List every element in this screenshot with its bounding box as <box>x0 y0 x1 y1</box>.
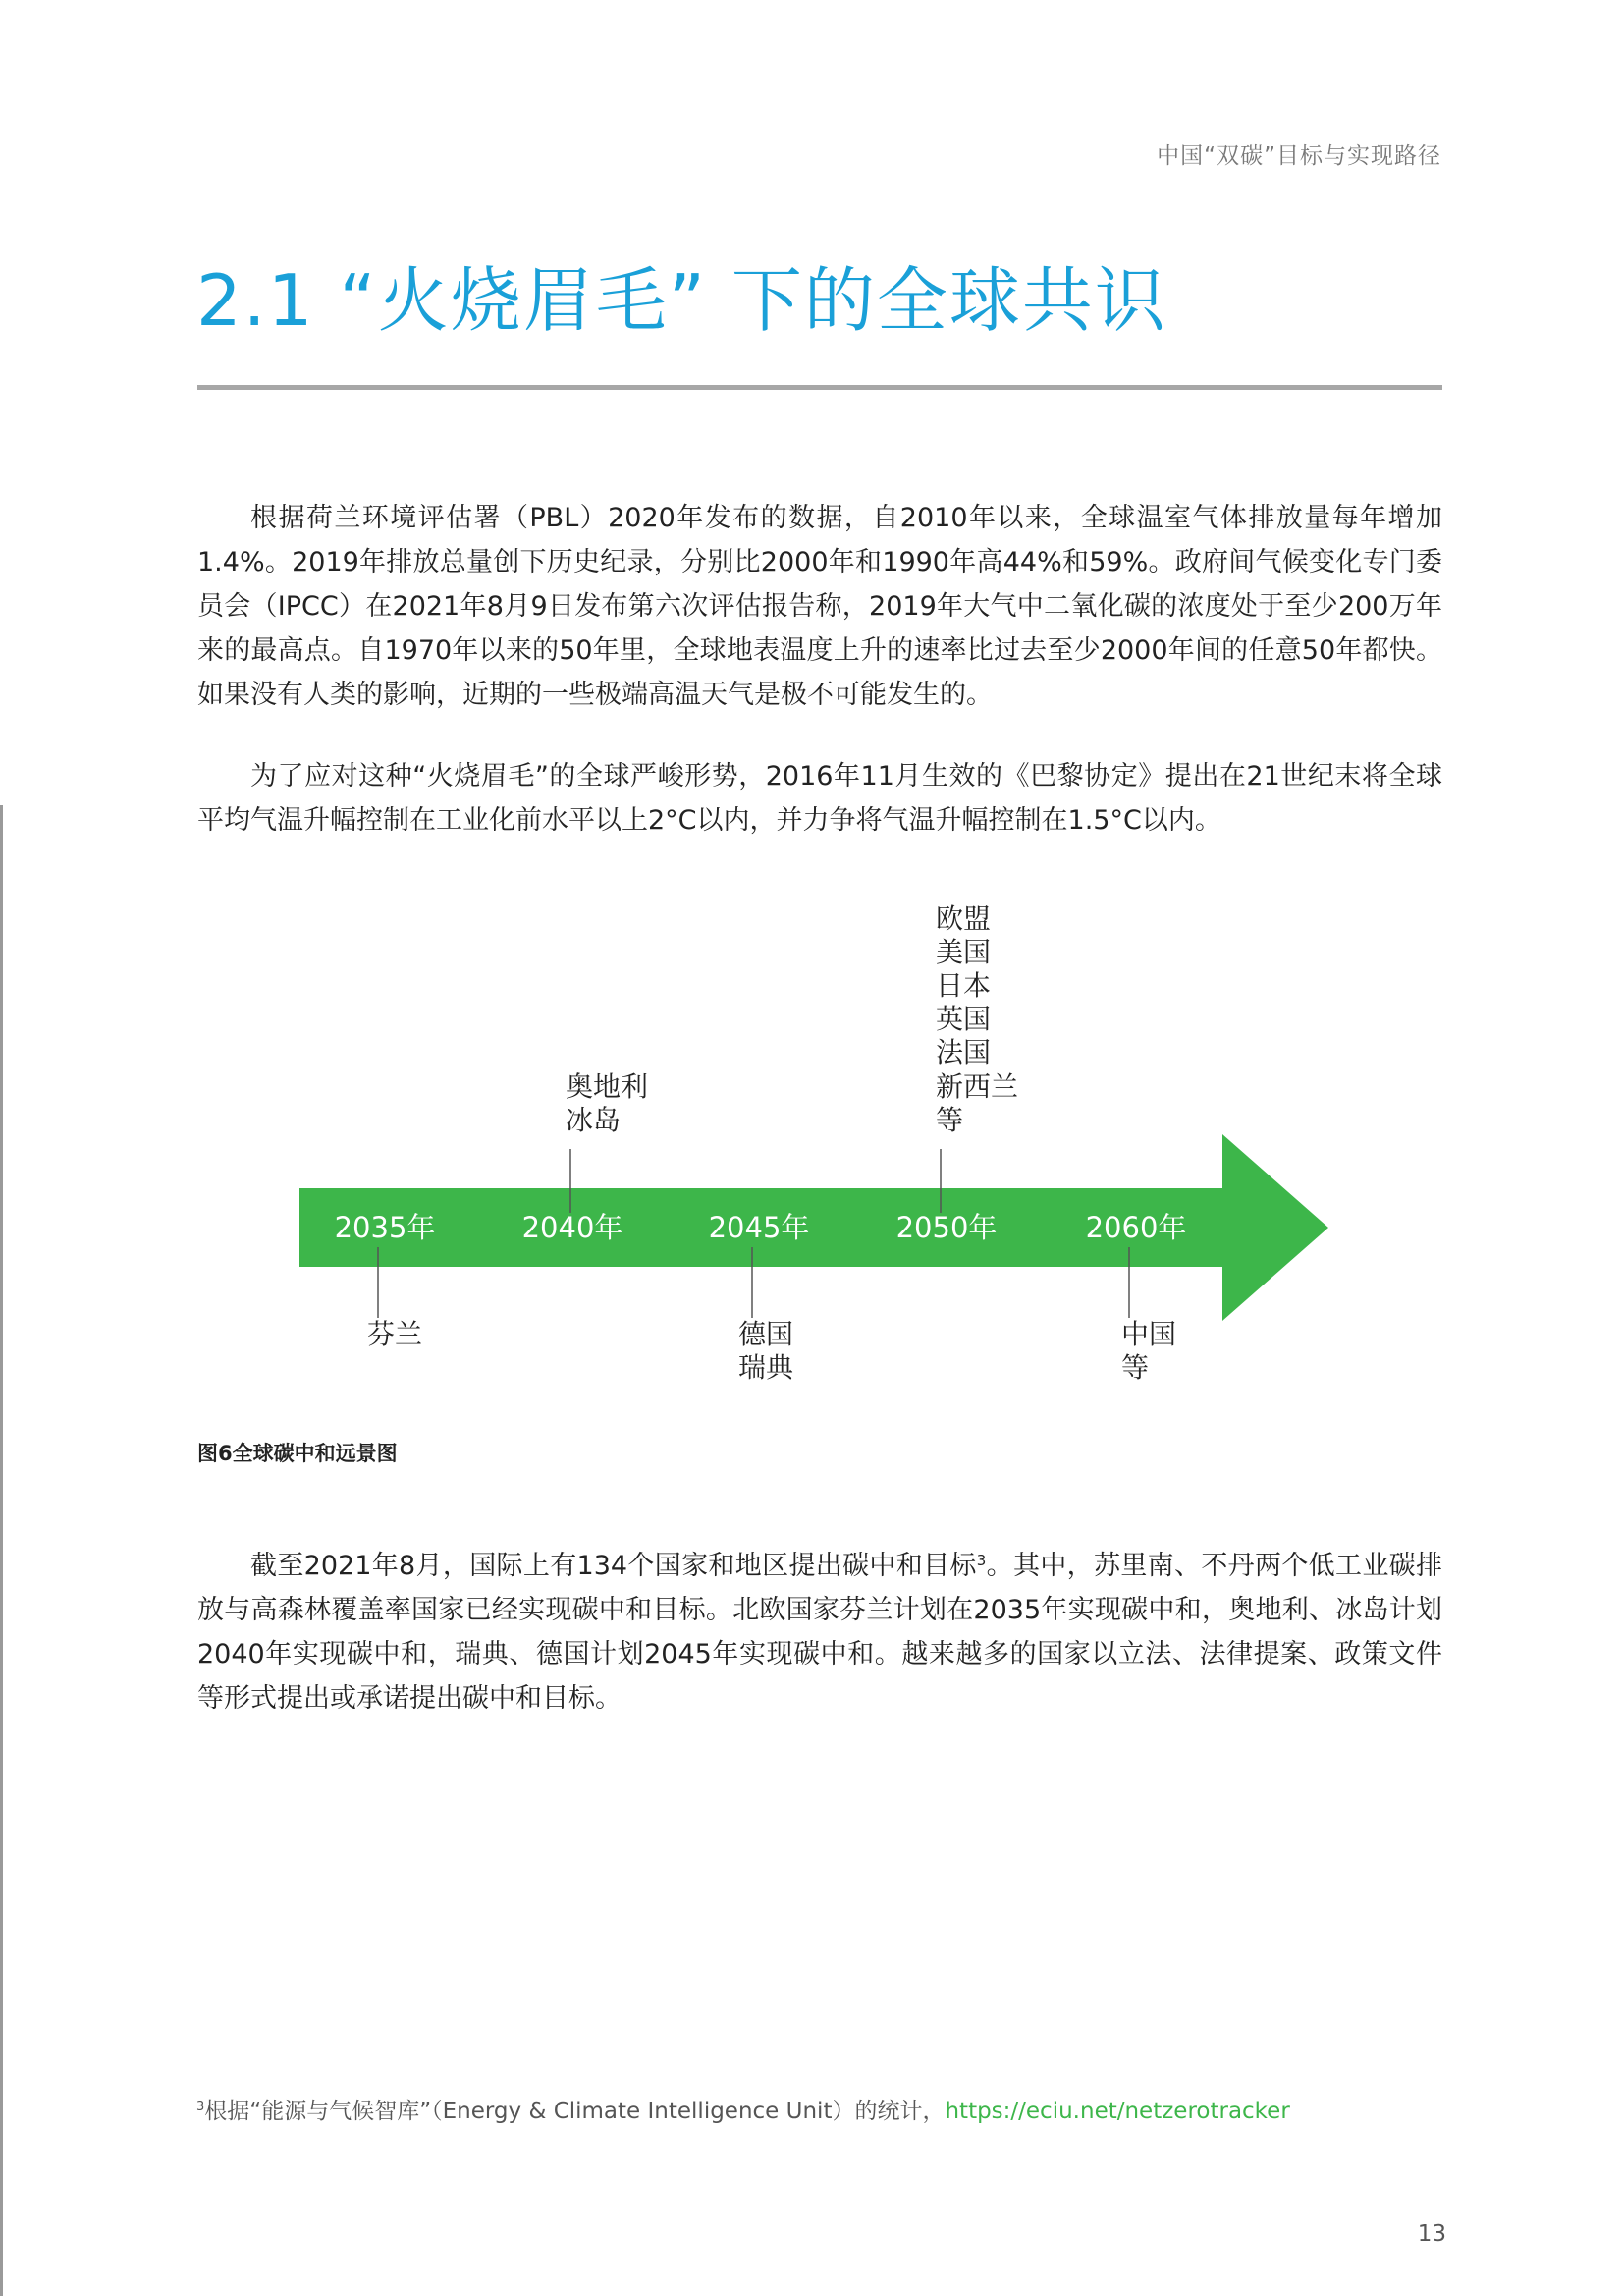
country-austria: 奥地利 <box>566 1070 649 1103</box>
country-france: 法国 <box>936 1036 992 1068</box>
page-number: 13 <box>1417 2221 1446 2247</box>
country-china: 中国 <box>1121 1318 1177 1350</box>
running-header: 中国“双碳”目标与实现路径 <box>1157 143 1441 169</box>
carbon-neutrality-timeline <box>275 889 1355 1399</box>
footnote-marker: 3 <box>196 2100 205 2114</box>
footnote-text: 根据“能源与气候智库”（Energy & Climate Intelligence Unit）的统计， <box>204 2099 946 2124</box>
country-etc-2060: 等 <box>1121 1351 1150 1384</box>
country-new-zealand: 新西兰 <box>936 1070 1019 1103</box>
country-usa: 美国 <box>936 936 992 968</box>
country-iceland: 冰岛 <box>566 1104 622 1136</box>
country-sweden: 瑞典 <box>738 1351 794 1384</box>
paragraph-text: 截至2021年8月，国际上有134个国家和地区提出碳中和目标 <box>250 1551 977 1581</box>
year-2040: 2040年 <box>521 1211 623 1244</box>
country-eu: 欧盟 <box>936 902 992 935</box>
footnote-ref[interactable]: 3 <box>976 1552 987 1569</box>
paragraph-carbon-neutral-targets <box>197 1544 1442 1721</box>
footnote <box>196 2093 1290 2125</box>
figure-caption: 图6全球碳中和远景图 <box>197 1442 398 1465</box>
country-japan: 日本 <box>936 969 992 1002</box>
country-finland: 芬兰 <box>367 1318 423 1350</box>
country-germany: 德国 <box>738 1318 794 1350</box>
country-etc-2050: 等 <box>936 1104 964 1136</box>
paragraph-paris-agreement: 为了应对这种“火烧眉毛”的全球严峻形势，2016年11月生效的《巴黎协定》提出在21世纪末将全球平均气温升幅控制在工业化前水平以上2°C以内，并力争将气温升幅控制在1.5°C以内。 <box>197 761 1442 836</box>
year-2060: 2060年 <box>1085 1211 1187 1244</box>
year-2050: 2050年 <box>895 1211 998 1244</box>
paragraph-text-continued: 。其中，苏里南、不丹两个低工业碳排放与高森林覆盖率国家已经实现碳中和目标。北欧国家芬兰计划在2035年实现碳中和，奥地利、冰岛计划2040年实现碳中和，瑞典、德国计划2045年实现碳中和。越来越多的国家以立法、法律提案、政策文件等形式提出或承诺提出碳中和目标。 <box>197 1551 1443 1714</box>
year-2045: 2045年 <box>708 1211 810 1244</box>
paragraph-ghg-emissions: 根据荷兰环境评估署（PBL）2020年发布的数据，自2010年以来，全球温室气体排放量每年增加1.4%。2019年排放总量创下历史纪录，分别比2000年和1990年高44%和59%。政府间气候变化专门委员会（IPCC）在2021年8月9日发布第六次评估报告称，2019年大气中二氧化碳的浓度处于至少200万年来的最高点。自1970年以来的50年里，全球地表温度上升的速率比过去至少2000年间的任意50年都快。如果没有人类的影响，近期的一些极端高温天气是极不可能发生的。 <box>197 503 1442 710</box>
year-2035: 2035年 <box>334 1211 436 1244</box>
section-title: 2.1 “火烧眉毛” 下的全球共识 <box>196 259 1167 342</box>
title-divider <box>197 385 1442 390</box>
country-uk: 英国 <box>936 1003 992 1035</box>
footnote-link[interactable]: https://eciu.net/netzerotracker <box>945 2099 1290 2124</box>
left-margin-rule <box>0 805 3 2296</box>
